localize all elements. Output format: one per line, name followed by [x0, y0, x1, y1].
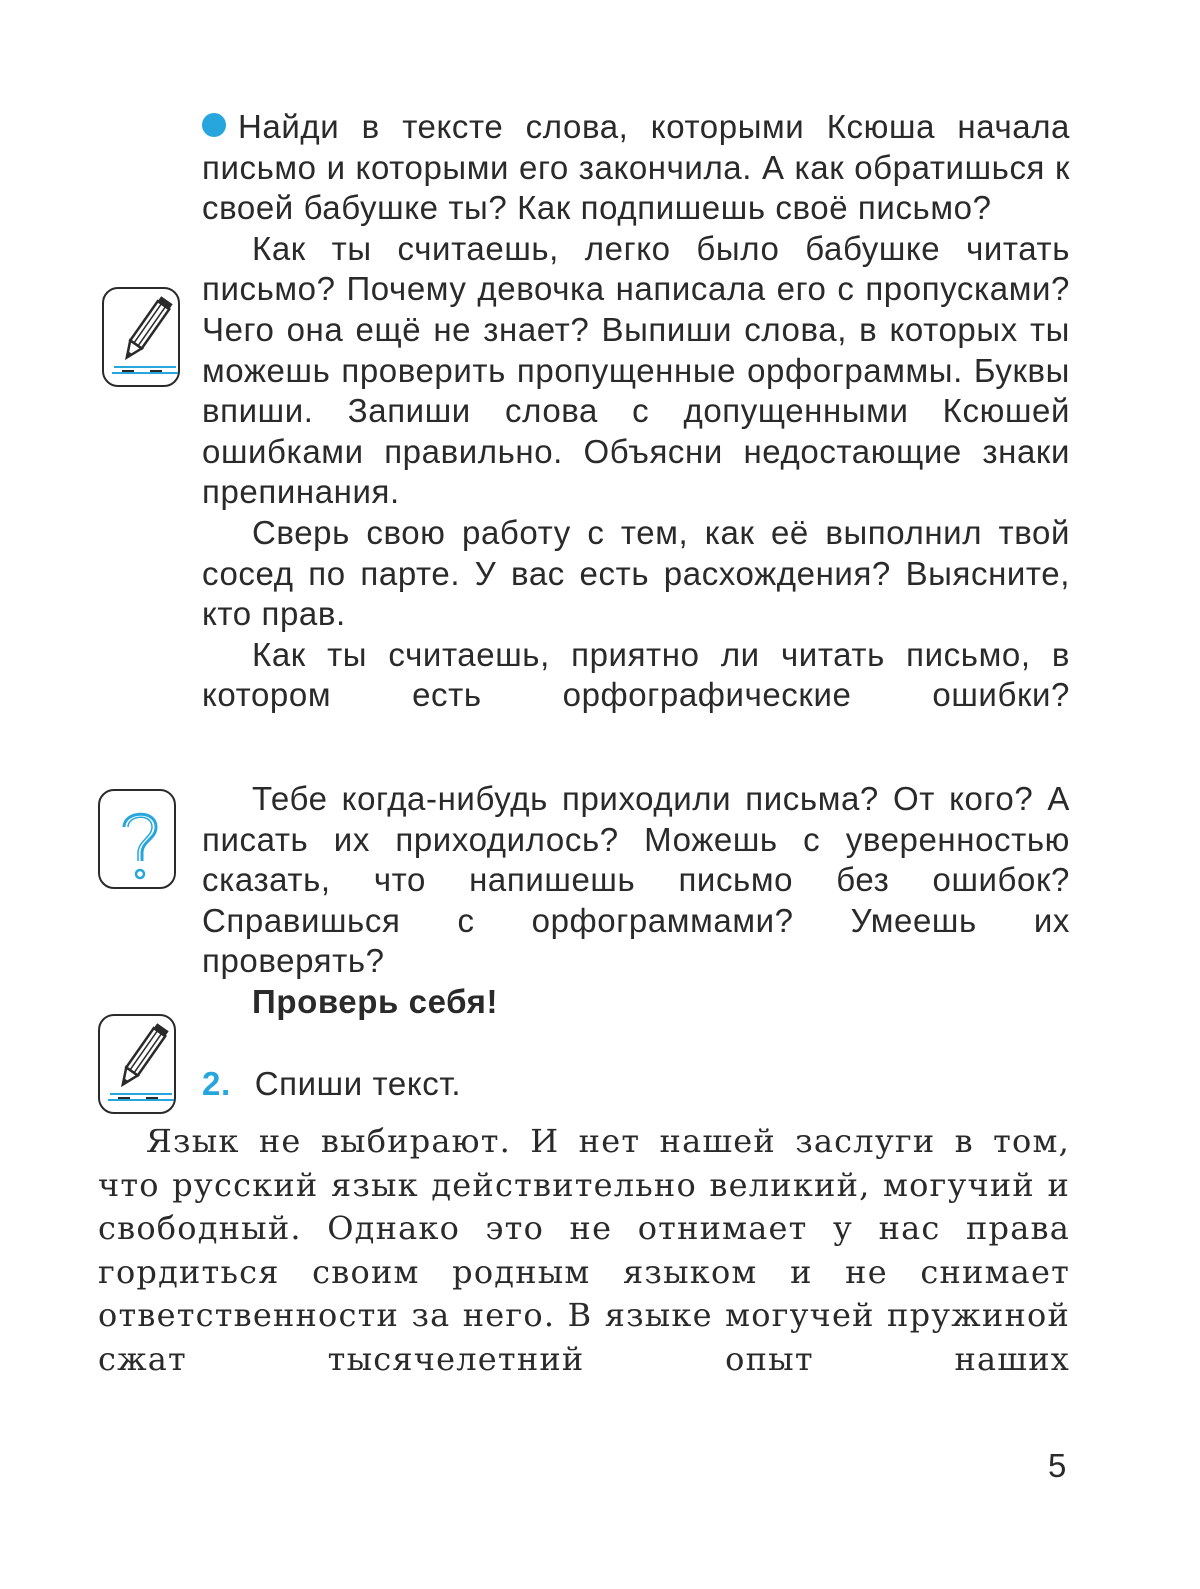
task-1-paragraph-2: Как ты считаешь, легко было бабушке читать письмо? Почему девочка написала его с пропусками? Чего она ещё не знает? Выпиши слова, в которых ты можешь проверить пропущенные орфограммы. Буквы впиши. Запиши слова с допущенными Ксюшей ошибками правильно. Объясни недостающие знаки препинания.	[202, 229, 1070, 511]
question-icon	[98, 789, 176, 889]
bullet-icon	[202, 113, 226, 137]
page-number: 5	[1048, 1447, 1067, 1484]
task-1-paragraph-4: Как ты считаешь, приятно ли читать письмо, в котором есть орфографические ошибки?	[202, 635, 1070, 714]
task-1-block	[202, 107, 1070, 716]
question-block	[202, 779, 1070, 982]
task-2-number: 2.	[202, 1065, 231, 1102]
task-1-paragraph-3: Сверь свою работу с тем, как её выполнил твой сосед по парте. У вас есть расхождения? Выясните, кто прав.	[202, 513, 1070, 633]
question-paragraph: Тебе когда-нибудь приходили письма? От кого? А писать их приходилось? Можешь с уверенностью сказать, что напишешь письмо без ошибок? Справишься с орфограммами? Умеешь их проверять?	[202, 780, 1070, 980]
task-2-instruction-text: Спиши текст.	[254, 1065, 462, 1102]
task-1-paragraph-1	[202, 107, 1070, 229]
pencil-icon	[102, 287, 180, 387]
task-2-text	[98, 1120, 1070, 1381]
check-yourself-heading: Проверь себя!	[252, 983, 499, 1020]
task-2-instruction	[202, 1064, 461, 1104]
task-2-text-paragraph: Язык не выбирают. И нет нашей заслуги в том, что русский язык действительно великий, могучий и свободный. Однако это не отнимает у нас права гордиться своим родным языком и не снимает ответственности за него. В языке могучей пружиной сжат тысячелетний опыт наших	[98, 1122, 1070, 1378]
pencil-icon	[98, 1014, 176, 1114]
task-1-paragraph-1-text: Найди в тексте слова, которыми Ксюша начала письмо и которыми его закончила. А как обратишься к своей бабушке ты? Как подпишешь своё письмо?	[202, 108, 1070, 227]
